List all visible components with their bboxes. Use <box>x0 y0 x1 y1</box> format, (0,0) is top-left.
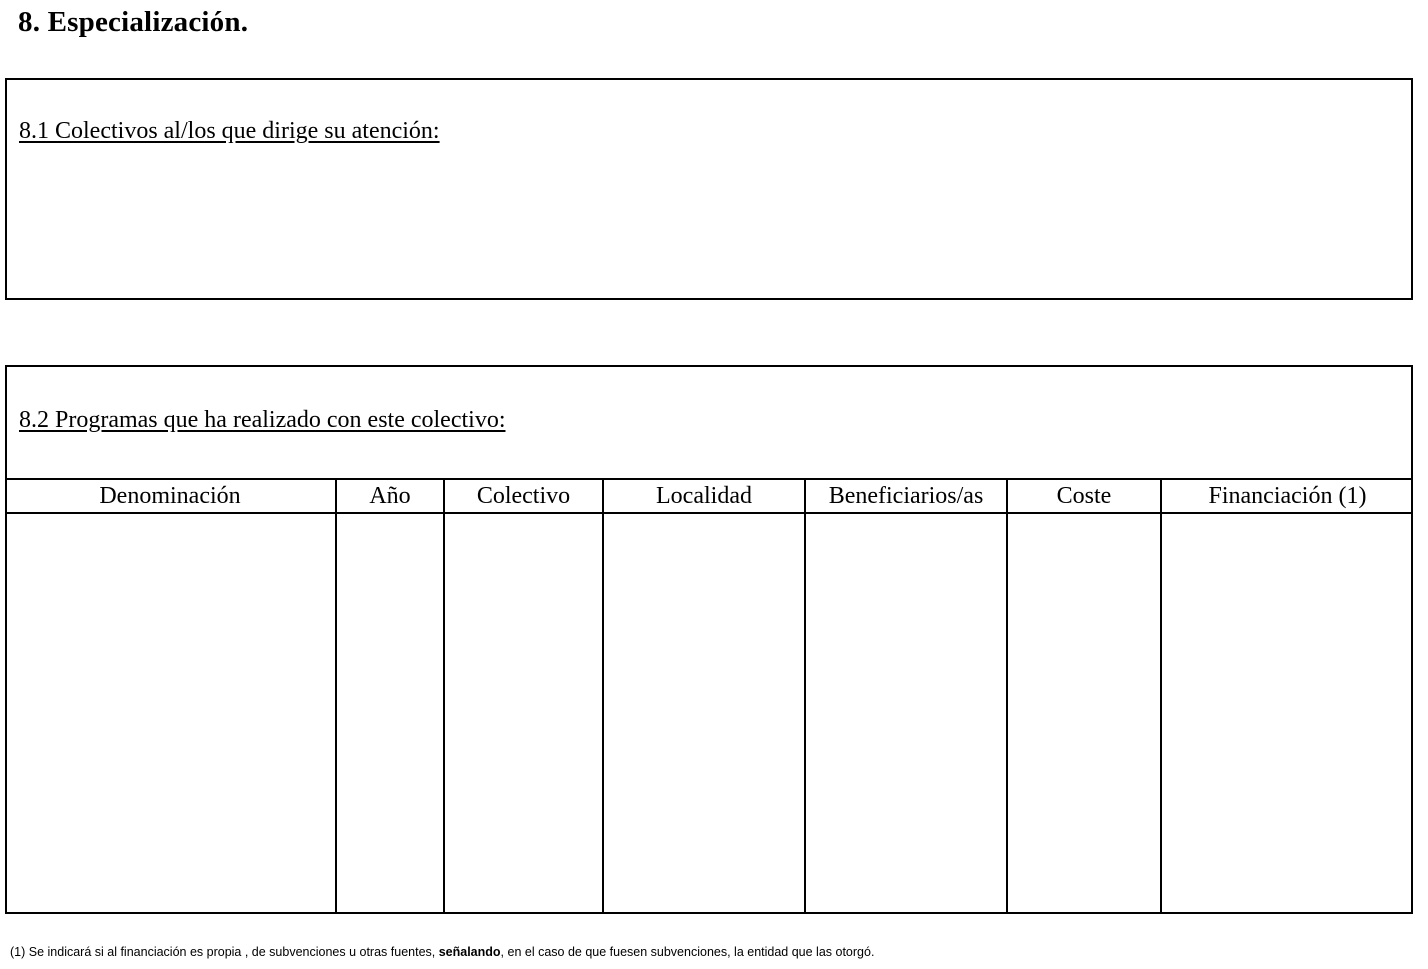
footnote <box>10 945 874 959</box>
table-row <box>5 513 1413 914</box>
cell-denominacion[interactable] <box>5 513 336 914</box>
colectivos-label: 8.1 Colectivos al/los que dirige su atención: <box>19 118 440 144</box>
column-header-colectivo: Colectivo <box>444 479 603 513</box>
column-header-denominacion: Denominación <box>5 479 336 513</box>
colectivos-box <box>5 78 1413 300</box>
cell-colectivo[interactable] <box>444 513 603 914</box>
column-header-coste: Coste <box>1007 479 1161 513</box>
footnote-bold-word: señalando <box>438 945 501 959</box>
footnote-text-start: (1) Se indicará si al financiación es propia , de subvenciones u otras fuentes, <box>10 945 439 959</box>
column-header-ano: Año <box>336 479 444 513</box>
table-header-row <box>5 479 1413 513</box>
column-header-financiacion: Financiación (1) <box>1161 479 1413 513</box>
cell-beneficiarios[interactable] <box>805 513 1007 914</box>
cell-financiacion[interactable] <box>1161 513 1413 914</box>
column-header-localidad: Localidad <box>603 479 805 513</box>
cell-ano[interactable] <box>336 513 444 914</box>
footnote-text-end: , en el caso de que fuesen subvenciones, la entidad que las otorgó. <box>500 945 875 959</box>
column-header-beneficiarios: Beneficiarios/as <box>805 479 1007 513</box>
programas-label: 8.2 Programas que ha realizado con este colectivo: <box>19 407 506 433</box>
cell-localidad[interactable] <box>603 513 805 914</box>
colectivos-answer-area[interactable] <box>7 160 1411 298</box>
cell-coste[interactable] <box>1007 513 1161 914</box>
programas-table <box>5 478 1413 914</box>
programas-box <box>5 365 1413 914</box>
page-title: 8. Especialización. <box>18 6 249 38</box>
